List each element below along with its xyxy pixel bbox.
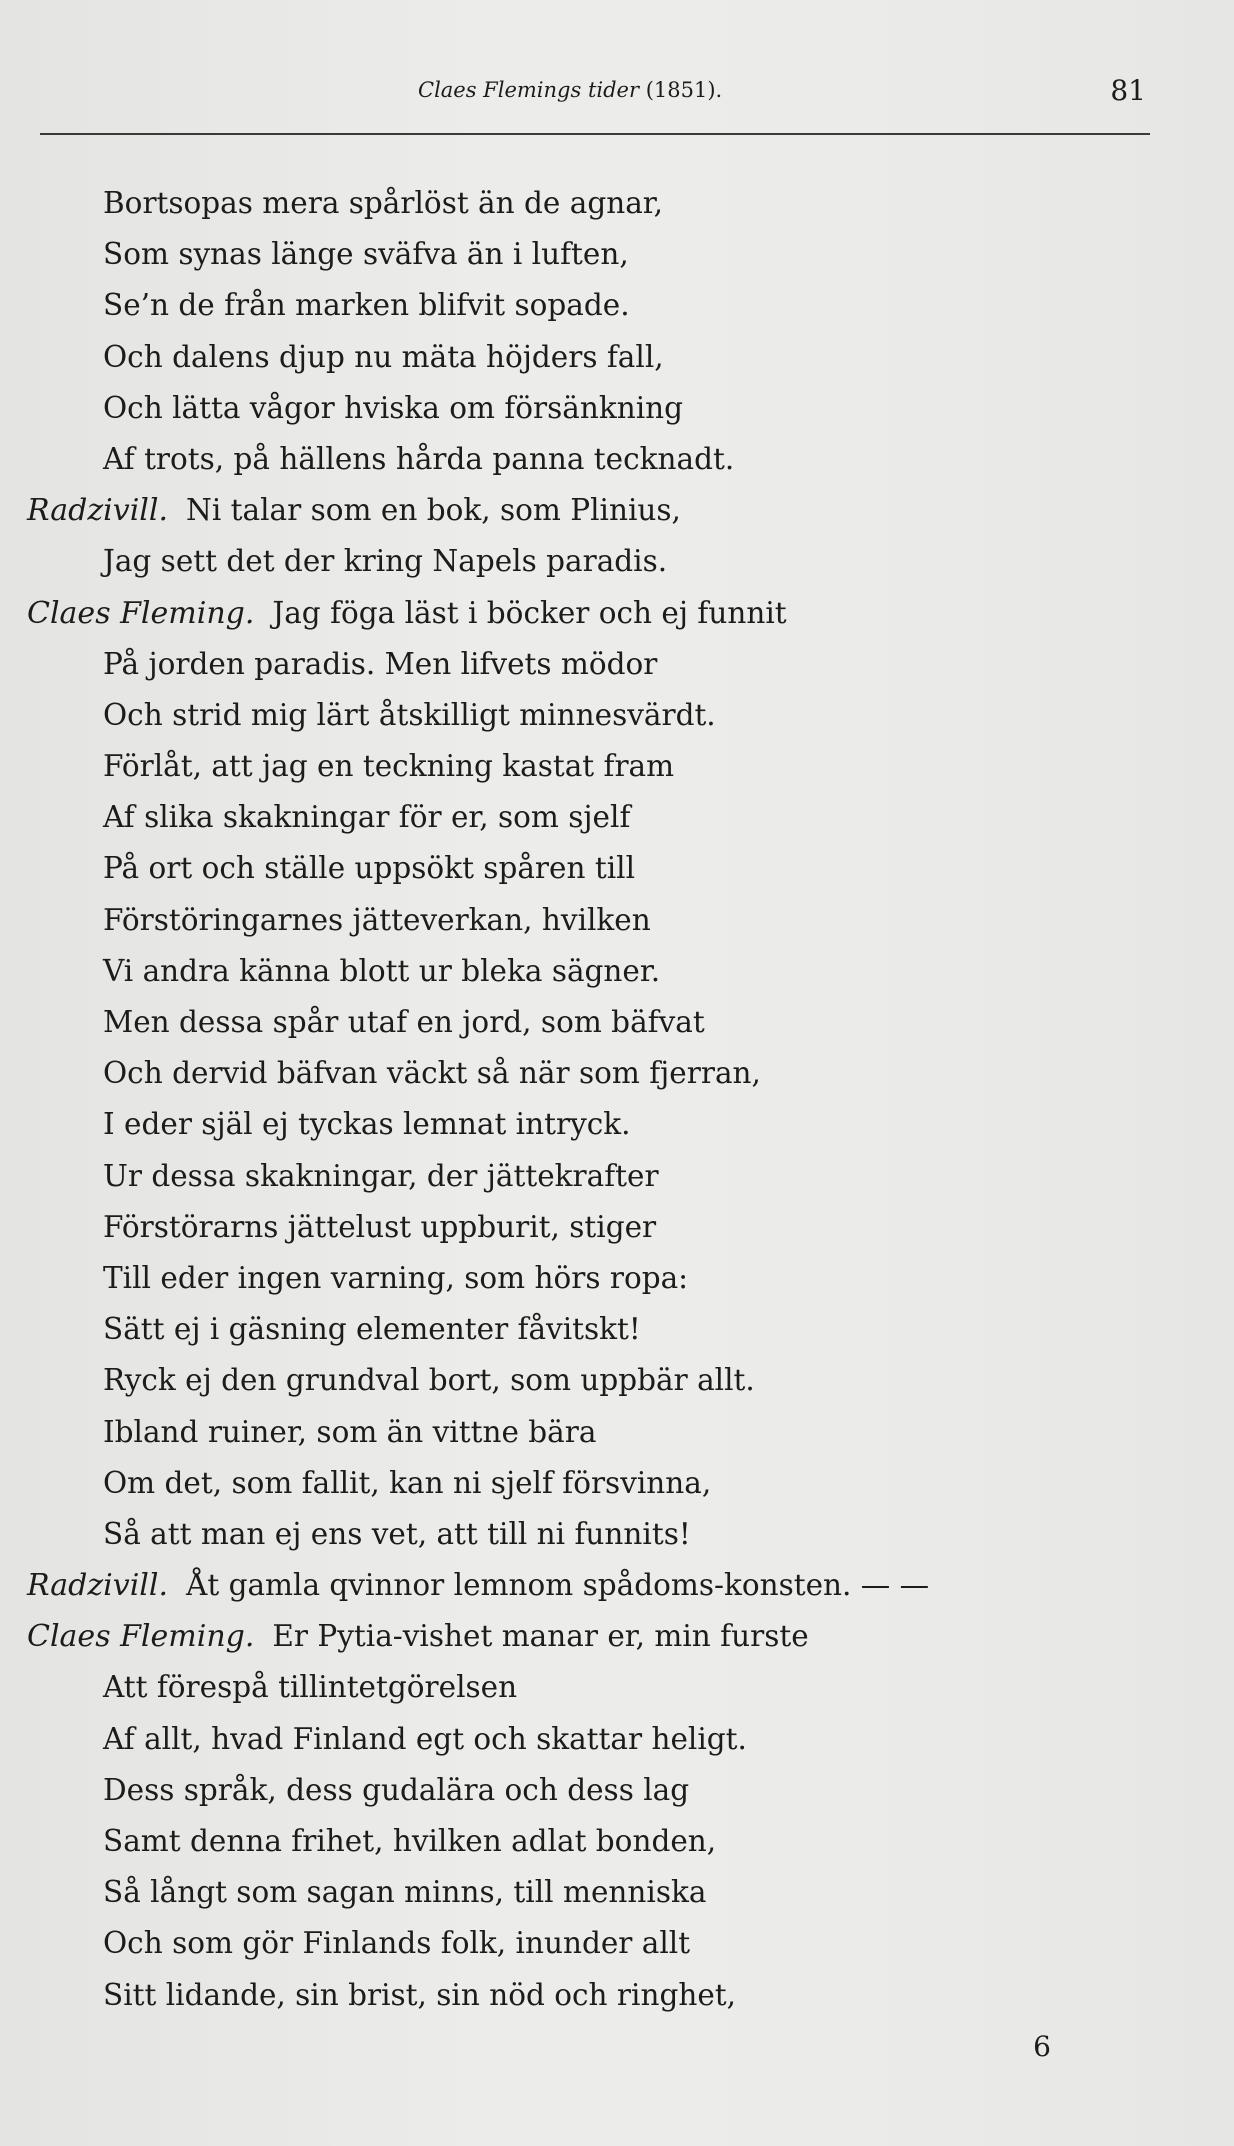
verse-line [0,741,1234,792]
speaker-name: Claes Fleming. [27,1619,255,1655]
verse-text [0,178,1234,2021]
verse-text-line: Åt gamla qvinnor lemnom spådoms-konsten. — — [186,1568,930,1603]
verse-text-line: Ryck ej den grundval bort, som uppbär allt. [103,1363,755,1398]
verse-line [0,1509,1234,1560]
verse-text-line: Att förespå tillintetgörelsen [103,1670,518,1705]
verse-line [0,1867,1234,1918]
verse-text-line: Om det, som fallit, kan ni sjelf försvinna, [103,1465,712,1500]
verse-text-line: Sitt lidande, sin brist, sin nöd och ringhet, [103,1977,737,2012]
verse-text-line: Och som gör Finlands folk, inunder allt [103,1926,691,1961]
verse-text-line: Så att man ej ens vet, att till ni funnits! [103,1516,691,1551]
running-title-year: (1851). [645,78,723,102]
verse-text-line: I eder själ ej tyckas lemnat intryck. [103,1107,631,1142]
verse-line [0,792,1234,843]
verse-text-line: Ni talar som en bok, som Plinius, [186,493,681,528]
speaker-name: Claes Fleming. [27,595,255,631]
verse-line [0,1407,1234,1458]
verse-line [0,383,1234,434]
verse-line [0,1765,1234,1816]
speaker-name: Radzivill. [27,493,169,529]
verse-text-line: Vi andra känna blott ur bleka sägner. [103,953,661,988]
signature-mark: 6 [1033,2030,1051,2063]
verse-line [0,280,1234,331]
running-title-text: Claes Flemings tider [418,78,640,102]
verse-line [0,690,1234,741]
verse-text-line: Och dalens djup nu mäta höjders fall, [103,339,664,374]
verse-text-line: Och lätta vågor hviska om försänkning [103,390,684,425]
verse-text-line: Se’n de från marken blifvit sopade. [103,288,630,323]
verse-text-line: På ort och ställe uppsökt spåren till [103,851,636,886]
verse-line [0,1304,1234,1355]
verse-line [0,229,1234,280]
verse-text-line: På jorden paradis. Men lifvets mödor [103,646,658,681]
verse-line [0,1151,1234,1202]
verse-line [0,178,1234,229]
verse-line [0,639,1234,690]
verse-text-line: Er Pytia-vishet manar er, min furste [272,1619,809,1654]
verse-line [0,1202,1234,1253]
verse-line [0,536,1234,587]
verse-line [0,1662,1234,1713]
running-title [418,78,722,102]
verse-text-line: Af allt, hvad Finland egt och skattar heligt. [103,1721,747,1756]
verse-text-line: Och dervid bäfvan väckt så när som fjerran, [103,1056,761,1091]
verse-line [0,485,1234,536]
verse-line [0,1458,1234,1509]
verse-line [0,1714,1234,1765]
verse-text-line: Förstörarns jättelust uppburit, stiger [103,1209,657,1244]
verse-text-line: Jag sett det der kring Napels paradis. [103,544,668,579]
verse-text-line: Och strid mig lärt åtskilligt minnesvärdt. [103,697,716,732]
verse-text-line: Till eder ingen varning, som hörs ropa: [103,1260,689,1295]
verse-line [0,1560,1234,1611]
verse-text-line: Dess språk, dess gudalära och dess lag [103,1772,690,1807]
verse-line [0,332,1234,383]
verse-text-line: Bortsopas mera spårlöst än de agnar, [103,186,664,220]
verse-line [0,1099,1234,1150]
verse-line [0,1611,1234,1662]
verse-line [0,1918,1234,1969]
verse-line [0,434,1234,485]
verse-text-line: Samt denna frihet, hvilken adlat bonden, [103,1824,717,1858]
verse-line [0,588,1234,639]
verse-line [0,843,1234,894]
verse-text-line: Af trots, på hällens hårda panna tecknadt. [103,441,735,476]
header-rule [40,133,1150,135]
verse-text-line: Förstöringarnes jätteverkan, hvilken [103,902,651,937]
verse-text-line: Sätt ej i gäsning elementer fåvitskt! [103,1312,641,1347]
page-header [0,72,1234,122]
verse-line [0,946,1234,997]
speaker-name: Radzivill. [27,1568,169,1604]
verse-line [0,895,1234,946]
verse-text-line: Af slika skakningar för er, som sjelf [103,800,631,835]
verse-line [0,1253,1234,1304]
verse-text-line: Så långt som sagan minns, till menniska [103,1875,707,1910]
verse-text-line: Men dessa spår utaf en jord, som bäfvat [103,1005,705,1039]
verse-line [0,1355,1234,1406]
verse-text-line: Jag föga läst i böcker och ej funnit [272,595,787,630]
verse-text-line: Ur dessa skakningar, der jättekrafter [103,1158,659,1193]
verse-line [0,1816,1234,1867]
page-number: 81 [1110,74,1146,107]
verse-text-line: Som synas länge sväfva än i luften, [103,237,629,272]
verse-text-line: Ibland ruiner, som än vittne bära [103,1414,597,1449]
verse-line [0,997,1234,1048]
verse-line [0,1970,1234,2021]
verse-text-line: Förlåt, att jag en teckning kastat fram [103,749,675,784]
verse-line [0,1048,1234,1099]
